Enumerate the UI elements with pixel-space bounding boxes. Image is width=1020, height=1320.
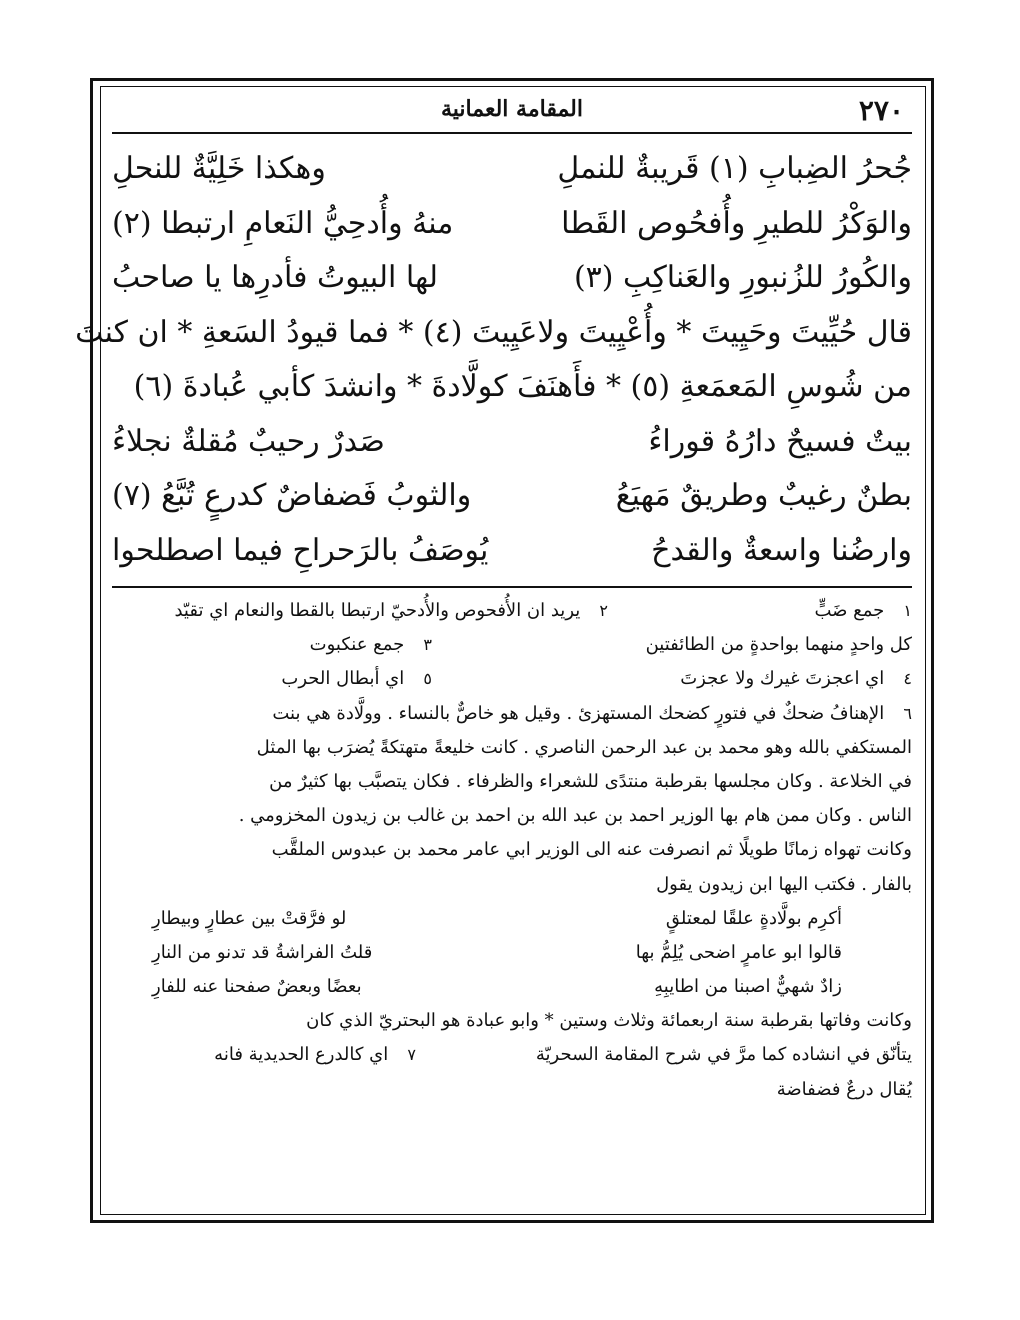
verse-line (112, 415, 912, 470)
hemistich-right: بطنٌ رغيبٌ وطريقٌ مَهيَعُ (615, 478, 912, 513)
verse-line (112, 142, 912, 197)
hemistich-left: صَدرٌ رحيبٌ مُقلةٌ نجلاءُ (112, 423, 385, 459)
hemistich-left: لو فرَّقتْ بين عطارٍ وبيطارِ (152, 907, 347, 929)
hemistich-right: بيتٌ فسيحٌ دارُهُ قوراءُ (648, 423, 912, 459)
footnote-text: يريد ان الأُفحوص والأُدحيّ ارتبطا بالقطا والنعام اي تقيّد (174, 600, 581, 621)
footnote-number: ٦ (903, 703, 912, 723)
footnote-text: اي أبطال الحرب (281, 668, 405, 690)
hemistich-left: يُوصَفُ بالرَحراحِ فيما اصطلحوا (112, 532, 489, 568)
footnote-line: بالفار . فكتب اليها ابن زيدون يقول (656, 873, 912, 895)
footnote-line (112, 628, 912, 662)
verse-line (112, 251, 912, 306)
footnote-number: ٢ (599, 601, 608, 620)
verse-line (112, 524, 912, 579)
hemistich-right: زادٌ شهيٌّ اصبنا من اطايبِهِ (654, 976, 842, 998)
footnote-line (112, 594, 912, 628)
verse-line (112, 469, 912, 524)
footnote-text: جمع عنكبوت (309, 634, 405, 656)
footnotes (112, 594, 912, 1107)
footnote-text: كل واحدٍ منهما بواحدةٍ من الطائفتين (645, 634, 912, 656)
footnote-number: ١ (903, 601, 912, 620)
footnote-number: ٥ (423, 669, 432, 689)
footnote-text: جمع ضَبٍّ (814, 600, 885, 621)
page-header (112, 90, 912, 134)
footnote-number: ٧ (407, 1045, 416, 1065)
footnote-text: الإهنافُ ضحكٌ في فتورٍ كضحك المستهزئ . وقيل هو خاصٌّ بالنساء . وولَّادة هي بنت (272, 702, 885, 724)
footnote-line (112, 662, 912, 696)
page-title: المقامة العمانية (440, 96, 583, 122)
hemistich-left: وهكذا خَلِيَّةٌ للنحلِ (112, 151, 326, 186)
footnote-number: ٣ (423, 635, 432, 655)
footnote-text: اي اعجزتَ غيرك ولا عجزتَ (680, 668, 885, 690)
footnote-verse (112, 902, 912, 936)
hemistich-right: والوَكْرُ للطيرِ وأُفحُوص القَطا (561, 205, 912, 241)
footnote-verse (112, 936, 912, 970)
hemistich-left: بعضًا وبعضٌ صفحنا عنه للفارِ (152, 976, 362, 998)
hemistich-right: والكُورُ للزُنبورِ والعَناكِبِ (٣) (573, 260, 912, 295)
main-text (75, 142, 912, 578)
hemistich-left: قلتُ الفراشةُ قد تدنو من النارِ (152, 941, 373, 963)
page-number: ٢٧٠ (858, 94, 904, 127)
footnote-verse (112, 970, 912, 1004)
hemistich-left: منهُ وأُدحِيُّ النَعامِ ارتبطا (٢) (112, 205, 454, 241)
footnote-line: في الخلاعة . وكان مجلسها بقرطبة منتدًى للشعراء والظرفاء . فكان يتصبَّب بها كثيرٌ من (269, 770, 912, 792)
footnote-line (112, 697, 912, 731)
footnote-line: وكانت وفاتها بقرطبة سنة اربعمائة وثلاث وستين * وابو عبادة هو البحتريّ الذي كان (306, 1010, 912, 1032)
footnote-line: يُقال درعٌ فضفاضة (776, 1078, 912, 1100)
footnote-line (112, 1038, 912, 1072)
hemistich-left: والثوبُ فَضفاضٌ كدرعٍ تُبَّعُ (٧) (112, 478, 472, 513)
hemistich-right: أكرِم بولَّادةٍ علقًا لمعتلقٍ (665, 907, 842, 929)
footnote-separator (112, 586, 912, 588)
verse-line (112, 197, 912, 252)
hemistich-right: قالوا ابو عامرٍ اضحى يُلِمُّ بها (635, 941, 842, 963)
footnote-line: الناس . وكان ممن هام بها الوزير احمد بن عبد الله بن احمد بن غالب بن زيدون المخزومي . (238, 805, 912, 827)
hemistich-right: جُحرُ الضِبابِ (١) قَريبةٌ للنملِ (557, 151, 912, 186)
hemistich-left: لها البيوتُ فأدرِها يا صاحبُ (112, 260, 438, 295)
book-page (75, 90, 912, 1200)
prose-line: من شُوسِ المَعمَعةِ (٥) * فأَهنَفَ كولَّادةَ * وانشدَ كأبي عُبادةَ (٦) (133, 369, 912, 404)
footnote-text: يتأنّق في انشاده كما مرَّ في شرح المقامة السحريّة (535, 1044, 912, 1066)
footnote-text: اي كالدرع الحديدية فانه (214, 1044, 389, 1066)
footnote-line: وكانت تهواه زمانًا طويلًا ثم انصرفت عنه الى الوزير ابي عامر محمد بن عبدوس الملقَّب (271, 839, 912, 861)
footnote-number: ٤ (903, 669, 912, 689)
prose-line: قال حُيِّيتَ وحَيِيتَ * وأُعْيِيتَ ولاعَيِيتَ (٤) * فما قيودُ السَعةِ * ان كنتَ (75, 314, 912, 350)
footnote-line: المستكفي بالله وهو محمد بن عبد الرحمن الناصري . كانت خليعةً متهتكةً يُضرَب بها المثل (256, 736, 912, 758)
hemistich-right: وارضُنا واسعةٌ والقدحُ (651, 532, 912, 568)
